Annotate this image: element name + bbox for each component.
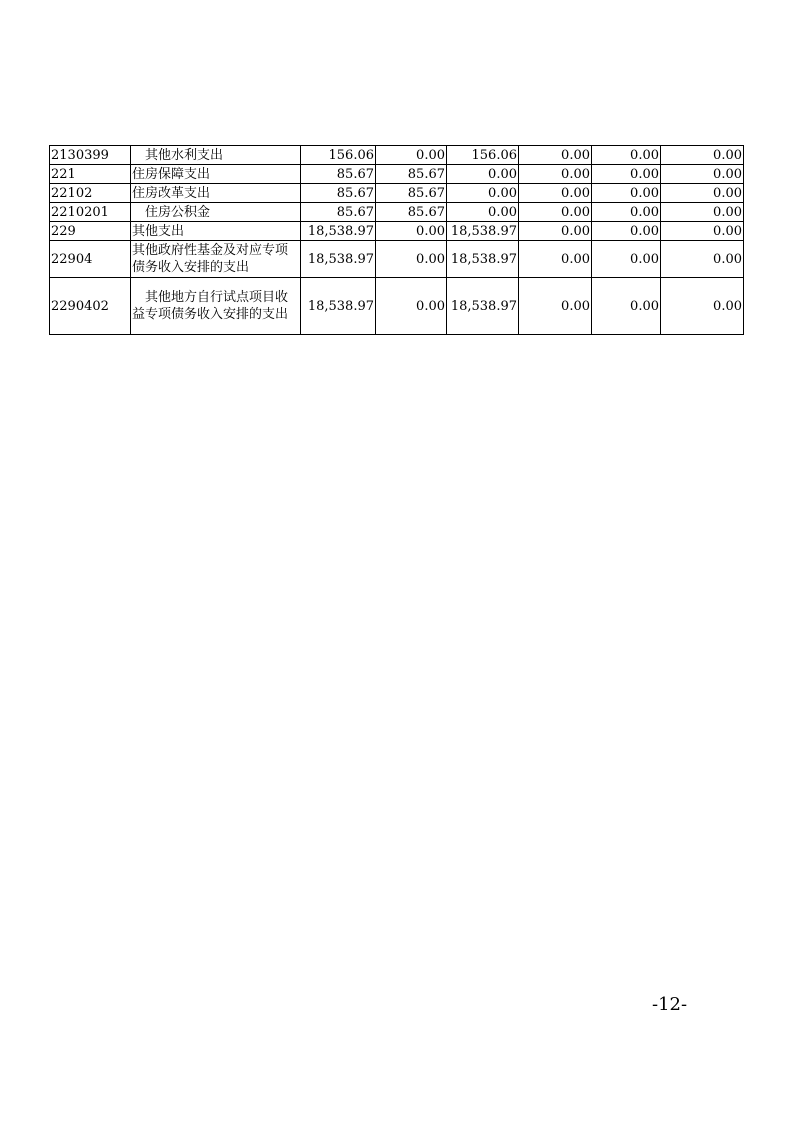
row-value: 0.00 <box>519 165 592 184</box>
row-name: 其他政府性基金及对应专项债务收入安排的支出 <box>131 241 301 278</box>
row-value: 85.67 <box>376 203 447 222</box>
row-value: 0.00 <box>519 184 592 203</box>
row-code: 22102 <box>50 184 131 203</box>
row-name: 住房公积金 <box>131 203 301 222</box>
table-row <box>50 241 744 278</box>
row-value: 0.00 <box>376 146 447 165</box>
row-value: 0.00 <box>592 203 661 222</box>
row-value: 0.00 <box>661 278 744 335</box>
row-value: 0.00 <box>519 241 592 278</box>
row-name: 住房改革支出 <box>131 184 301 203</box>
row-name: 其他支出 <box>131 222 301 241</box>
table-row <box>50 184 744 203</box>
row-value: 18,538.97 <box>447 241 519 278</box>
row-value: 0.00 <box>519 146 592 165</box>
table-row <box>50 165 744 184</box>
row-value: 0.00 <box>661 241 744 278</box>
row-value: 0.00 <box>376 241 447 278</box>
row-value: 85.67 <box>301 165 376 184</box>
row-code: 2210201 <box>50 203 131 222</box>
row-value: 156.06 <box>301 146 376 165</box>
row-name: 其他水利支出 <box>131 146 301 165</box>
row-value: 0.00 <box>519 222 592 241</box>
row-value: 0.00 <box>592 278 661 335</box>
row-value: 0.00 <box>519 203 592 222</box>
row-value: 156.06 <box>447 146 519 165</box>
table-row <box>50 222 744 241</box>
row-value: 0.00 <box>592 146 661 165</box>
row-value: 0.00 <box>376 222 447 241</box>
row-value: 0.00 <box>447 165 519 184</box>
row-value: 0.00 <box>376 278 447 335</box>
row-value: 0.00 <box>661 222 744 241</box>
table-row <box>50 146 744 165</box>
row-value: 0.00 <box>592 165 661 184</box>
row-value: 18,538.97 <box>301 222 376 241</box>
row-value: 18,538.97 <box>301 241 376 278</box>
table-row <box>50 278 744 335</box>
row-code: 2130399 <box>50 146 131 165</box>
row-value: 0.00 <box>592 184 661 203</box>
row-value: 0.00 <box>447 203 519 222</box>
row-value: 85.67 <box>301 203 376 222</box>
row-value: 0.00 <box>661 165 744 184</box>
row-value: 85.67 <box>376 184 447 203</box>
budget-table <box>49 145 744 335</box>
row-value: 0.00 <box>519 278 592 335</box>
row-value: 85.67 <box>376 165 447 184</box>
row-code: 2290402 <box>50 278 131 335</box>
row-value: 0.00 <box>447 184 519 203</box>
row-code: 22904 <box>50 241 131 278</box>
row-code: 221 <box>50 165 131 184</box>
row-value: 0.00 <box>661 203 744 222</box>
row-name: 其他地方自行试点项目收益专项债务收入安排的支出 <box>131 278 301 335</box>
row-value: 0.00 <box>592 222 661 241</box>
row-value: 18,538.97 <box>447 278 519 335</box>
row-value: 0.00 <box>592 241 661 278</box>
row-value: 18,538.97 <box>447 222 519 241</box>
row-code: 229 <box>50 222 131 241</box>
table-row <box>50 203 744 222</box>
row-value: 0.00 <box>661 184 744 203</box>
row-value: 18,538.97 <box>301 278 376 335</box>
row-value: 85.67 <box>301 184 376 203</box>
page-number: -12- <box>652 994 688 1015</box>
row-name: 住房保障支出 <box>131 165 301 184</box>
row-value: 0.00 <box>661 146 744 165</box>
